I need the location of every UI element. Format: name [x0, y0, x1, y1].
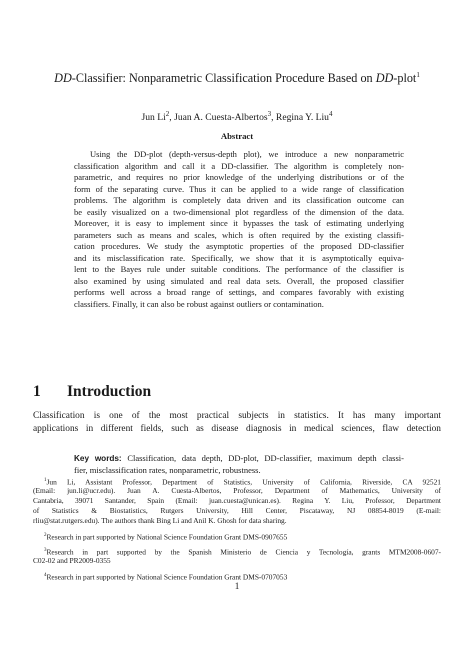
- keywords-block: [74, 453, 404, 476]
- section-number: 1: [33, 383, 41, 400]
- introduction-body: [33, 410, 441, 436]
- title-text-1: -Classifier: Nonparametric Classification Procedure Based on: [71, 71, 376, 86]
- keywords-label: Key words:: [74, 454, 122, 463]
- footnote-text: Jun Li, Assistant Professor, Department of Statistics, University of California, Riverside, CA 92521: [46, 477, 441, 487]
- footnote-line: C02-02 and PR2009-0355: [33, 556, 111, 565]
- footnotes: [33, 476, 441, 586]
- keywords-line: fier, misclassification rates, nonparametric, robustness.: [74, 464, 261, 475]
- abstract-line: cation procedures. We study the asymptotic properties of the proposed DD-classifier: [74, 241, 404, 251]
- section-title: Introduction: [67, 383, 152, 400]
- abstract-line: classification algorithm and call it a DD-classifier. The algorithm is completely non-: [74, 160, 404, 171]
- abstract-line: and its misclassification rate. Specifically, we show that it is asymptotically equiva-: [74, 252, 404, 263]
- footnote-line: [33, 546, 441, 556]
- body-line: Classification is one of the most practical subjects in statistics. It has many important: [33, 411, 441, 421]
- author-footnote-mark: 3: [267, 110, 272, 118]
- footnote-mark: 3: [44, 548, 47, 553]
- author-name: Jun Li: [141, 112, 166, 124]
- footnote: [33, 546, 441, 566]
- title-text-2: -plot: [393, 71, 417, 86]
- abstract-line: classifiers. Finally, it can also be robust against outliers or contamination.: [74, 298, 324, 309]
- footnote-mark: 4: [44, 573, 47, 578]
- author-footnote-mark: 2: [165, 110, 170, 118]
- author-footnote-mark: 4: [328, 110, 333, 118]
- footnote-text: Research in part supported by the Spanish Ministerio de Ciencia y Tecnología, grants MTM2008-0607-: [46, 547, 441, 557]
- footnote-text: Research in part supported by National Science Foundation Grant DMS-0707053: [46, 572, 288, 582]
- keywords-line: [74, 453, 404, 465]
- footnote-line: [33, 531, 441, 541]
- abstract-line: also examined by using simulated and real data sets. Overall, the proposed classifier: [74, 275, 404, 286]
- footnote: [33, 476, 441, 526]
- abstract-line: parametric, and requires no prior knowledge of the underlying distributions or of the: [74, 172, 404, 182]
- footnote: [33, 531, 441, 541]
- section-heading: [33, 383, 151, 401]
- title-footnote-mark: 1: [416, 71, 420, 79]
- footnote-line: (Email: jun.li@ucr.edu). Juan A. Cuesta-Albertos, Professor, Department of Mathematics, University of: [33, 486, 441, 495]
- footnote-line: rliu@stat.rutgers.edu). The authors thank Bing Li and Anil K. Ghosh for data sharing.: [33, 516, 287, 525]
- footnote-line: of Statistics & Biostatistics, Rutgers University, Hill Center, Piscataway, NJ 08854-8019 (E-mail:: [33, 506, 441, 515]
- abstract-line: Moreover, it is easy to implement since it bypasses the task of estimating underlying: [74, 218, 404, 228]
- paper-title: [40, 68, 434, 86]
- footnote-mark: 1: [44, 478, 47, 483]
- body-line: applications in different fields, such as disease diagnosis in medical sciences, flaw detection: [33, 424, 441, 434]
- abstract-line: performs well across a broad range of settings, and compares favorably with existing: [74, 287, 404, 297]
- abstract-line: Using the DD-plot (depth-versus-depth plot), we introduce a new nonparametric: [90, 149, 404, 159]
- abstract-line: form of the separating curve. Thus it can be applied to a wide range of classification: [74, 183, 404, 194]
- abstract-line: lent to the Bayes rule under suitable conditions. The performance of the classifier is: [74, 264, 404, 274]
- author-name: Regina Y. Liu: [275, 112, 329, 124]
- page-number: 1: [234, 581, 240, 591]
- author-separator: ,: [169, 112, 175, 124]
- footnote-line: [33, 476, 441, 486]
- footnote-text: Research in part supported by National Science Foundation Grant DMS-0907655: [46, 532, 288, 542]
- abstract-line: be easily visualized on a two-dimensional plot regardless of the dimension of the data.: [74, 206, 404, 217]
- abstract-body: [74, 149, 404, 310]
- author-name: Juan A. Cuesta-Albertos: [174, 112, 268, 124]
- abstract-line: parameters such as means and scales, which is often required by the existing classifi-: [74, 229, 404, 240]
- author-separator: ,: [271, 112, 276, 124]
- abstract-line: problems. The algorithm is completely data driven and its classification outcome can: [74, 195, 404, 205]
- keywords-text: Classification, data depth, DD-plot, DD-classifier, maximum depth classi-: [127, 453, 404, 463]
- footnote-mark: 2: [44, 533, 47, 538]
- author-list: [40, 108, 434, 124]
- title-dd-2: DD: [375, 71, 394, 86]
- footnote-line: Cantabria, 39071 Santander, Spain (Email: juan.cuesta@unican.es). Regina Y. Liu, Professor, Department: [33, 496, 441, 505]
- abstract-heading: Abstract: [220, 131, 254, 141]
- title-dd-1: DD: [54, 71, 72, 86]
